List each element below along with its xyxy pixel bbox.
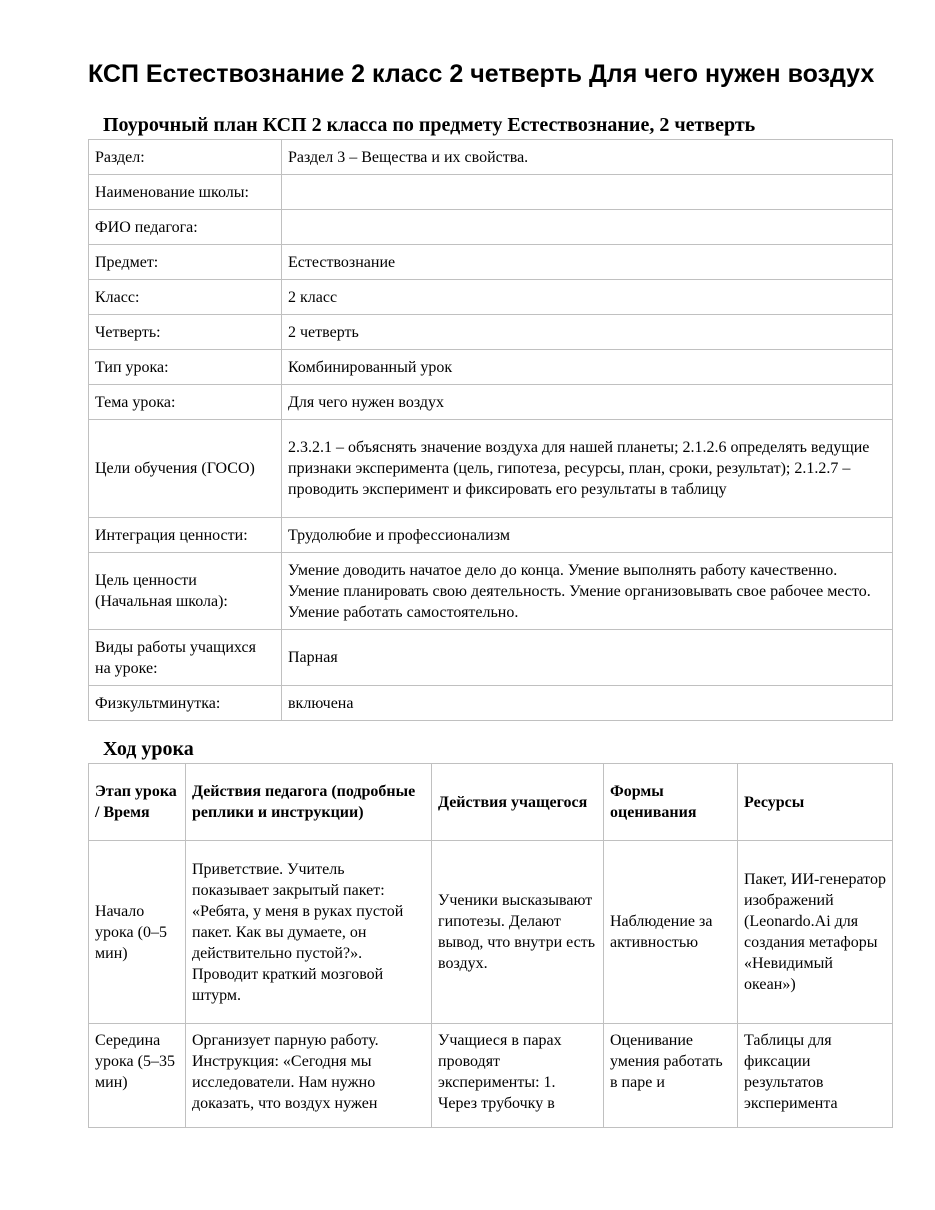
info-label: Виды работы учащихся на уроке: [89,630,282,686]
info-value: Трудолюбие и профессионализм [282,518,893,553]
lesson-flow-table [88,763,893,1128]
info-value: Комбинированный урок [282,350,893,385]
info-label: Наименование школы: [89,175,282,210]
info-value: Для чего нужен воздух [282,385,893,420]
lesson-row-beginning [89,841,893,1024]
info-row-learning-goals [89,420,893,518]
info-label: Тема урока: [89,385,282,420]
info-row-subject [89,245,893,280]
info-row-work-types [89,630,893,686]
info-label: Физкультминутка: [89,686,282,721]
column-header: Формы оценивания [604,764,738,841]
resources-cell: Пакет, ИИ-генератор изображений (Leonardo.Ai для создания метафоры «Невидимый океан») [738,841,893,1024]
lesson-row-middle [89,1024,893,1128]
info-label: Интеграция ценности: [89,518,282,553]
stage-cell: Начало урока (0–5 мин) [89,841,186,1024]
info-row-section [89,140,893,175]
info-value: Умение доводить начатое дело до конца. Умение выполнять работу качественно. Умение планировать свою деятельность. Умение организовывать свое рабочее место. Умение работать самостоятельно. [282,553,893,630]
info-label: Предмет: [89,245,282,280]
info-row-physical-break [89,686,893,721]
info-value: включена [282,686,893,721]
info-value [282,175,893,210]
document-title: КСП Естествознание 2 класс 2 четверть Для чего нужен воздух [88,60,875,88]
info-row-grade [89,280,893,315]
info-row-school [89,175,893,210]
info-value [282,210,893,245]
info-label: Цель ценности (Начальная школа): [89,553,282,630]
teacher-actions-cell: Приветствие. Учитель показывает закрытый пакет: «Ребята, у меня в руках пустой пакет. Как вы думаете, он действительно пустой?». Проводит краткий мозговой штурм. [186,841,432,1024]
document-page [88,58,893,1128]
info-row-quarter [89,315,893,350]
info-label: Раздел: [89,140,282,175]
info-label: ФИО педагога: [89,210,282,245]
info-value: 2 класс [282,280,893,315]
info-row-value-integration [89,518,893,553]
teacher-actions-cell: Организует парную работу. Инструкция: «Сегодня мы исследователи. Нам нужно доказать, что воздух нужен [186,1024,432,1128]
info-value: Естествознание [282,245,893,280]
info-value: Парная [282,630,893,686]
lesson-heading: Ход урока [103,738,194,760]
student-actions-cell: Учащиеся в парах проводят эксперименты: 1. Через трубочку в [432,1024,604,1128]
info-label: Четверть: [89,315,282,350]
info-row-teacher [89,210,893,245]
stage-cell: Середина урока (5–35 мин) [89,1024,186,1128]
plan-heading: Поурочный план КСП 2 класса по предмету Естествознание, 2 четверть [103,114,756,136]
info-row-value-goal [89,553,893,630]
resources-cell: Таблицы для фиксации результатов эксперимента [738,1024,893,1128]
info-value: 2.3.2.1 – объяснять значение воздуха для нашей планеты; 2.1.2.6 определять ведущие признаки эксперимента (цель, гипотеза, ресурсы, план, сроки, результат); 2.1.2.7 – проводить эксперимент и фиксировать его результаты в таблицу [282,420,893,518]
assessment-cell: Оценивание умения работать в паре и [604,1024,738,1128]
info-value: Раздел 3 – Вещества и их свойства. [282,140,893,175]
column-header: Ресурсы [738,764,893,841]
student-actions-cell: Ученики высказывают гипотезы. Делают вывод, что внутри есть воздух. [432,841,604,1024]
column-header: Действия учащегося [432,764,604,841]
info-row-lesson-type [89,350,893,385]
lesson-header-row [89,764,893,841]
column-header: Этап урока / Время [89,764,186,841]
lesson-info-table [88,139,893,721]
info-value: 2 четверть [282,315,893,350]
assessment-cell: Наблюдение за активностью [604,841,738,1024]
info-label: Класс: [89,280,282,315]
info-label: Тип урока: [89,350,282,385]
info-row-topic [89,385,893,420]
column-header: Действия педагога (подробные реплики и инструкции) [186,764,432,841]
info-label: Цели обучения (ГОСО) [89,420,282,518]
